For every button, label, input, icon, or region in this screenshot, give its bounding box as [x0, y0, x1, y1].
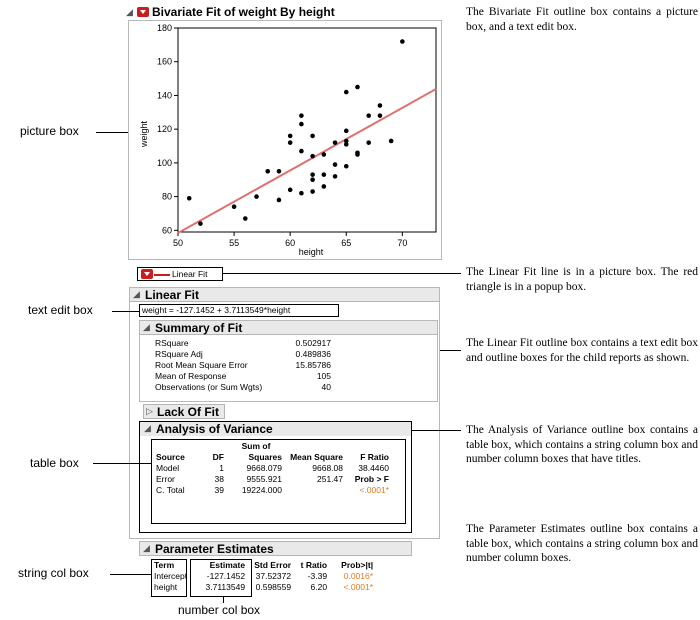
param-estimates-table — [151, 560, 376, 593]
data-point — [322, 172, 327, 177]
data-point — [288, 188, 293, 193]
param-estimate: 3.7113549 — [205, 582, 246, 592]
data-point — [366, 140, 371, 145]
data-point — [322, 184, 327, 189]
leader-line — [412, 430, 461, 431]
data-point — [378, 113, 383, 118]
label-picture-box: picture box — [20, 124, 79, 138]
data-point — [366, 113, 371, 118]
data-point — [277, 169, 282, 174]
anova-ss: 9555.921 — [246, 474, 282, 484]
data-point — [355, 85, 360, 90]
data-point — [299, 191, 304, 196]
summary-value: 0.489836 — [295, 349, 331, 359]
summary-label: RSquare Adj — [155, 349, 203, 359]
note-bivariate: The Bivariate Fit outline box contains a picture box, and a text edit box. — [466, 6, 698, 33]
y-tick-label: 60 — [161, 225, 172, 236]
data-point — [344, 139, 349, 144]
anova-ms: 251.47 — [317, 474, 343, 484]
param-estimates-title: Parameter Estimates — [155, 542, 274, 556]
y-tick-label: 120 — [156, 124, 172, 135]
data-point — [389, 139, 394, 144]
data-point — [310, 134, 315, 139]
param-prob: 0.0016* — [343, 571, 374, 581]
red-triangle-popup-icon[interactable] — [141, 269, 153, 279]
data-point — [344, 90, 349, 95]
param-term: height — [154, 582, 178, 592]
label-number-col-box: number col box — [178, 603, 261, 617]
anova-title: Analysis of Variance — [156, 422, 273, 436]
x-tick-label: 70 — [397, 238, 408, 248]
note-linear-fit-line: The Linear Fit line is in a picture box. The red triangle is in a popup box. — [466, 266, 698, 293]
disclosure-icon[interactable]: ◢ — [133, 289, 140, 299]
data-point — [254, 194, 259, 199]
y-tick-label: 160 — [156, 56, 172, 67]
data-point — [310, 172, 315, 177]
linear-fit-line-sample — [154, 274, 170, 276]
summary-label: Root Mean Square Error — [155, 360, 248, 370]
x-tick-label: 55 — [229, 238, 240, 248]
red-triangle-popup-icon[interactable] — [137, 7, 149, 17]
anova-header-source: Source — [156, 452, 185, 462]
leader-line — [93, 463, 151, 464]
y-tick-label: 180 — [156, 23, 172, 33]
bivariate-title: Bivariate Fit of weight By height — [152, 5, 335, 19]
lack-of-fit-title: Lack Of Fit — [157, 405, 220, 419]
anova-prob-header: Prob > F — [354, 474, 389, 484]
disclosure-icon[interactable]: ◢ — [143, 543, 150, 553]
linear-fit-title: Linear Fit — [145, 288, 200, 302]
anova-source: C. Total — [156, 485, 185, 495]
data-point — [187, 196, 192, 201]
anova-ss: 9668.079 — [246, 463, 282, 473]
data-point — [243, 216, 248, 221]
leader-line — [440, 350, 461, 351]
disclosure-closed-icon[interactable]: ▷ — [146, 406, 153, 416]
param-header-estimate: Estimate — [209, 560, 246, 570]
data-point — [288, 140, 293, 145]
data-point — [344, 164, 349, 169]
leader-line — [112, 311, 139, 312]
summary-value: 105 — [316, 371, 331, 381]
label-string-col-box: string col box — [18, 566, 89, 580]
anova-header-df: DF — [212, 452, 224, 462]
data-point — [277, 198, 282, 203]
param-header-t-ratio: t Ratio — [300, 560, 328, 570]
linear-fit-popup-label: Linear Fit — [172, 269, 208, 279]
anova-ms — [285, 485, 346, 496]
anova-header-mean-square: Mean Square — [290, 452, 343, 462]
param-std-error: 0.598559 — [255, 582, 292, 592]
note-anova: The Analysis of Variance outline box contains a table box, which contains a string column box and number column boxes that have titles. — [466, 424, 698, 465]
data-point — [333, 162, 338, 167]
data-point — [333, 140, 338, 145]
anova-f: 38.4460 — [358, 463, 389, 473]
anova-header-sum-top: Sum of — [241, 441, 271, 451]
summary-label: Observations (or Sum Wgts) — [155, 382, 263, 392]
data-point — [288, 134, 293, 139]
summary-of-fit-title: Summary of Fit — [155, 321, 243, 335]
y-axis-label: weight — [139, 120, 149, 148]
summary-of-fit-table — [152, 338, 334, 393]
disclosure-icon[interactable]: ◢ — [126, 7, 133, 17]
data-point — [355, 150, 360, 155]
param-t-ratio: 6.20 — [310, 582, 328, 592]
data-point — [378, 103, 383, 108]
x-axis-label: height — [298, 247, 324, 257]
anova-prob-value: <.0001* — [359, 485, 389, 495]
data-point — [232, 204, 237, 209]
anova-df: 1 — [219, 463, 224, 473]
anova-df: 39 — [214, 485, 224, 495]
x-tick-label: 65 — [341, 238, 352, 248]
param-estimate: -127.1452 — [206, 571, 246, 581]
summary-label: RSquare — [155, 338, 189, 348]
x-tick-label: 60 — [285, 238, 296, 248]
y-tick-label: 100 — [156, 157, 172, 168]
plot-frame — [178, 28, 436, 232]
param-t-ratio: -3.39 — [307, 571, 328, 581]
data-point — [265, 169, 270, 174]
data-point — [310, 154, 315, 159]
fit-equation[interactable]: weight = -127.1452 + 3.7113549*height — [142, 305, 291, 315]
label-table-box: table box — [30, 456, 79, 470]
anova-ms: 9668.08 — [312, 463, 343, 473]
param-prob: <.0001* — [343, 582, 374, 592]
data-point — [198, 221, 203, 226]
data-point — [310, 177, 315, 182]
y-tick-label: 140 — [156, 90, 172, 101]
param-header-prob: Prob>|t| — [341, 560, 374, 570]
disclosure-icon[interactable]: ◢ — [143, 322, 150, 332]
summary-value: 15.85786 — [295, 360, 331, 370]
note-linear-fit-outline: The Linear Fit outline box contains a text edit box and outline boxes for the child reports as shown. — [466, 337, 698, 364]
anova-df: 38 — [214, 474, 224, 484]
data-point — [322, 152, 327, 157]
y-tick-label: 80 — [161, 191, 172, 202]
summary-label: Mean of Response — [155, 371, 227, 381]
note-param: The Parameter Estimates outline box contains a table box, which contains a string column box and number column boxes. — [466, 523, 698, 564]
data-point — [310, 189, 315, 194]
x-tick-label: 50 — [172, 238, 184, 248]
data-point — [299, 122, 304, 127]
param-header-std-error: Std Error — [254, 560, 292, 570]
anova-header-sum-bottom: Squares — [248, 452, 282, 462]
data-point — [299, 149, 304, 154]
data-point — [400, 39, 405, 44]
anova-header-f-ratio: F Ratio — [360, 452, 389, 462]
anova-ss: 19224.000 — [241, 485, 282, 495]
label-text-edit-box: text edit box — [28, 303, 93, 317]
data-point — [333, 174, 338, 179]
disclosure-icon[interactable]: ◢ — [144, 423, 151, 433]
anova-source: Error — [156, 474, 175, 484]
anova-source: Model — [156, 463, 180, 473]
data-point — [299, 113, 304, 118]
param-term: Intercept — [154, 571, 188, 581]
leader-line — [223, 273, 461, 274]
anova-table — [153, 441, 392, 496]
param-header-term: Term — [154, 560, 175, 570]
scatter-plot[interactable] — [130, 22, 440, 258]
param-std-error: 37.52372 — [255, 571, 292, 581]
leader-line — [110, 574, 151, 575]
data-point — [344, 129, 349, 134]
leader-line — [96, 132, 128, 133]
summary-value: 0.502917 — [295, 338, 331, 348]
summary-value: 40 — [321, 382, 331, 392]
